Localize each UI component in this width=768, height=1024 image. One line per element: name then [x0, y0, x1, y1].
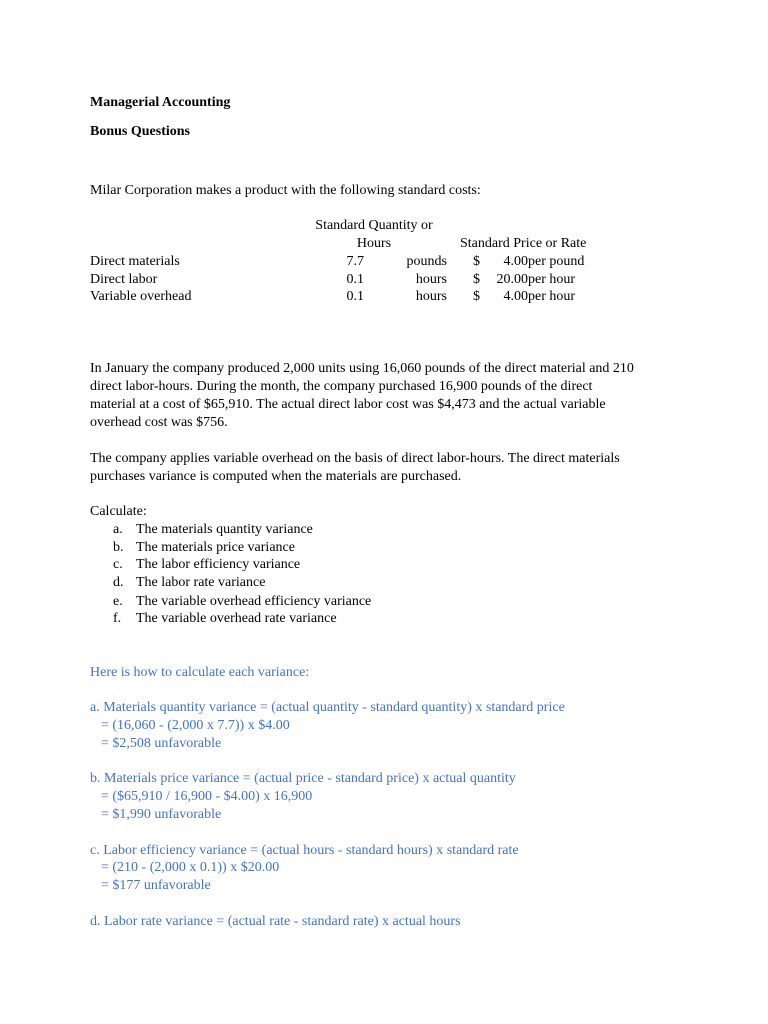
qty-header-line2: Hours [356, 236, 392, 251]
price-header: Standard Price or Rate [460, 236, 587, 251]
answer-formula: d. Labor rate variance = (actual rate - standard rate) x actual hours [90, 914, 461, 929]
answer-step: = (16,060 - (2,000 x 7.7)) x $4.00 [101, 718, 290, 733]
row-price: 20.00 [496, 272, 528, 287]
row-unit: hours [415, 289, 447, 304]
answer-result: = $177 unfavorable [101, 878, 211, 893]
paragraph-line: The company applies variable overhead on the basis of direct labor-hours. The direct materials [90, 451, 620, 466]
answer-step: = (210 - (2,000 x 0.1)) x $20.00 [101, 860, 280, 875]
answer-result: = $2,508 unfavorable [101, 736, 222, 751]
document-subtitle: Bonus Questions [90, 124, 190, 139]
list-letter: e. [113, 594, 123, 609]
row-per: per hour [528, 272, 576, 287]
qty-header-line1: Standard Quantity or [315, 218, 433, 233]
row-qty: 0.1 [346, 272, 364, 287]
paragraph-line: material at a cost of $65,910. The actual direct labor cost was $4,473 and the actual variable [90, 397, 606, 412]
row-unit: hours [415, 272, 447, 287]
answer-formula: b. Materials price variance = (actual price - standard price) x actual quantity [90, 771, 516, 786]
list-letter: c. [113, 557, 123, 572]
answer-result: = $1,990 unfavorable [101, 807, 222, 822]
row-price: 4.00 [503, 254, 528, 269]
list-text: The variable overhead efficiency variance [136, 594, 372, 609]
list-letter: d. [113, 575, 124, 590]
document-title: Managerial Accounting [90, 95, 231, 110]
list-text: The materials price variance [136, 540, 295, 555]
list-letter: b. [113, 540, 124, 555]
row-dollar-sign: $ [473, 289, 480, 304]
paragraph-line: purchases variance is computed when the materials are purchased. [90, 469, 462, 484]
answer-step: = ($65,910 / 16,900 - $4.00) x 16,900 [101, 789, 313, 804]
paragraph-line: In January the company produced 2,000 units using 16,060 pounds of the direct material and 210 [90, 361, 634, 376]
paragraph-line: direct labor-hours. During the month, the company purchased 16,900 pounds of the direct [90, 379, 593, 394]
row-unit: pounds [406, 254, 447, 269]
row-label: Direct materials [90, 254, 180, 269]
intro-text: Milar Corporation makes a product with the following standard costs: [90, 183, 481, 198]
list-letter: a. [113, 522, 123, 537]
row-label: Variable overhead [90, 289, 192, 304]
list-letter: f. [113, 611, 122, 626]
row-qty: 0.1 [346, 289, 364, 304]
row-per: per hour [528, 289, 576, 304]
list-text: The labor rate variance [136, 575, 266, 590]
paragraph-line: overhead cost was $756. [90, 415, 228, 430]
row-price: 4.00 [503, 289, 528, 304]
row-label: Direct labor [90, 272, 158, 287]
list-text: The materials quantity variance [136, 522, 313, 537]
answer-formula: a. Materials quantity variance = (actual quantity - standard quantity) x standard price [90, 700, 565, 715]
answer-intro: Here is how to calculate each variance: [90, 665, 310, 680]
row-dollar-sign: $ [473, 254, 480, 269]
row-qty: 7.7 [346, 254, 364, 269]
calculate-label: Calculate: [90, 504, 147, 519]
list-text: The variable overhead rate variance [136, 611, 337, 626]
answer-formula: c. Labor efficiency variance = (actual hours - standard hours) x standard rate [90, 843, 519, 858]
list-text: The labor efficiency variance [136, 557, 301, 572]
row-per: per pound [528, 254, 585, 269]
row-dollar-sign: $ [473, 272, 480, 287]
